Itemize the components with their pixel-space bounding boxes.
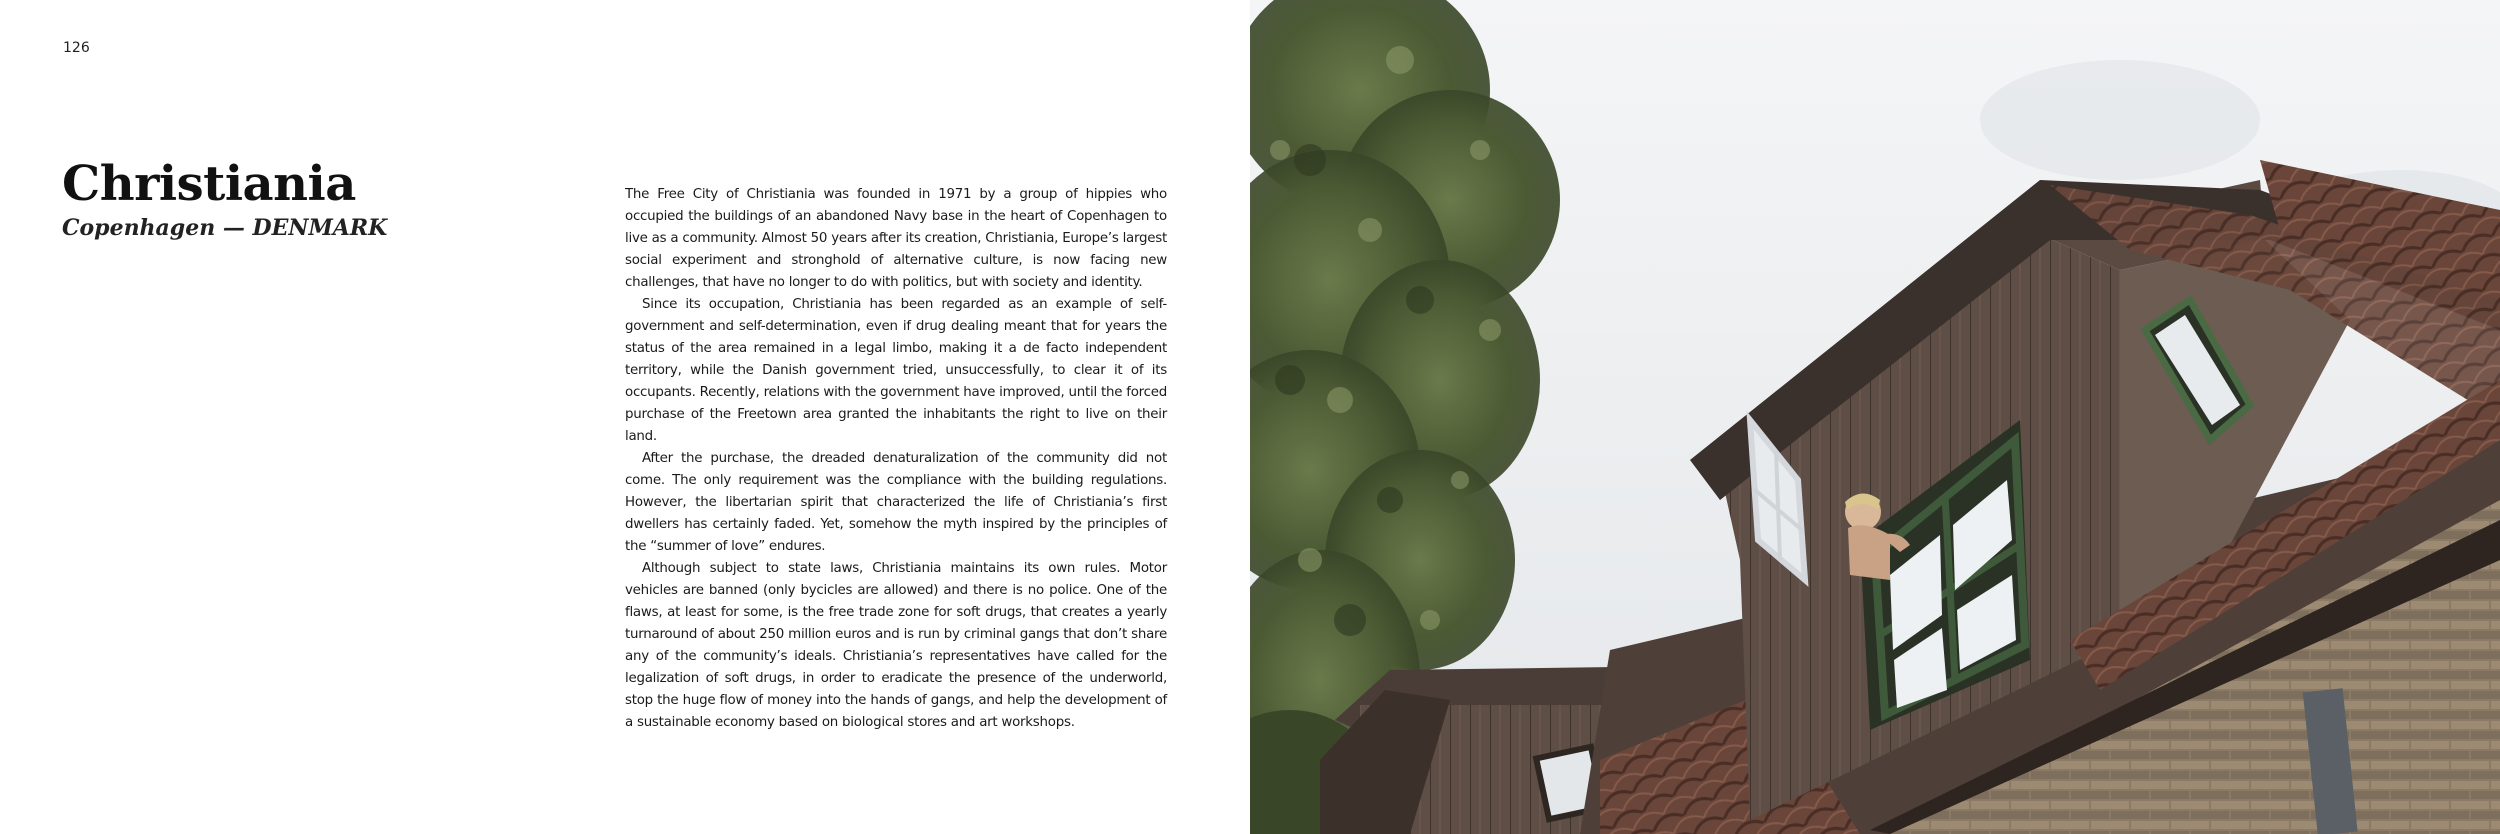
article-title: Christiania [62, 156, 356, 212]
article-paragraph: After the purchase, the dreaded denaturalization of the community did not come. The only requirement was the compliance with the building regulations. However, the libertarian spirit that characterized the life of Christiania’s first dwellers has certainly faded. Yet, somehow the myth inspired by the principles of the “summer of love” endures. [625, 451, 1167, 554]
photo-illustration [1250, 0, 2500, 834]
page-number: 126 [63, 40, 90, 56]
article-body [625, 184, 1167, 734]
article-paragraph: Since its occupation, Christiania has been regarded as an example of self-government and self-determination, even if drug dealing meant that for years the status of the area remained in a legal limbo, making it a de facto independent territory, while the Danish government tried, unsuccessfully, to clear it of its occupants. Recently, relations with the government have improved, until the forced purchase of the Freetown area granted the inhabitants the right to live on their land. [625, 297, 1167, 444]
article-subtitle: Copenhagen — DENMARK [62, 215, 388, 241]
article-paragraph: The Free City of Christiania was founded in 1971 by a group of hippies who occupied the buildings of an abandoned Navy base in the heart of Copenhagen to live as a community. Almost 50 years after its creation, Christiania, Europe’s largest social experiment and stronghold of alternative culture, is now facing new challenges, that have no longer to do with politics, but with society and identity. [625, 187, 1167, 290]
christiania-house-photo [1250, 0, 2500, 834]
article-paragraph: Although subject to state laws, Christiania maintains its own rules. Motor vehicles are banned (only bycicles are allowed) and there is no police. One of the flaws, at least for some, is the free trade zone for soft drugs, that creates a yearly turnaround of about 250 million euros and is run by criminal gangs that don’t share any of the community’s ideals. Christiania’s representatives have called for the legalization of soft drugs, in order to eradicate the presence of the underworld, stop the huge flow of money into the hands of gangs, and help the development of a sustainable economy based on biological stores and art workshops. [625, 561, 1167, 730]
